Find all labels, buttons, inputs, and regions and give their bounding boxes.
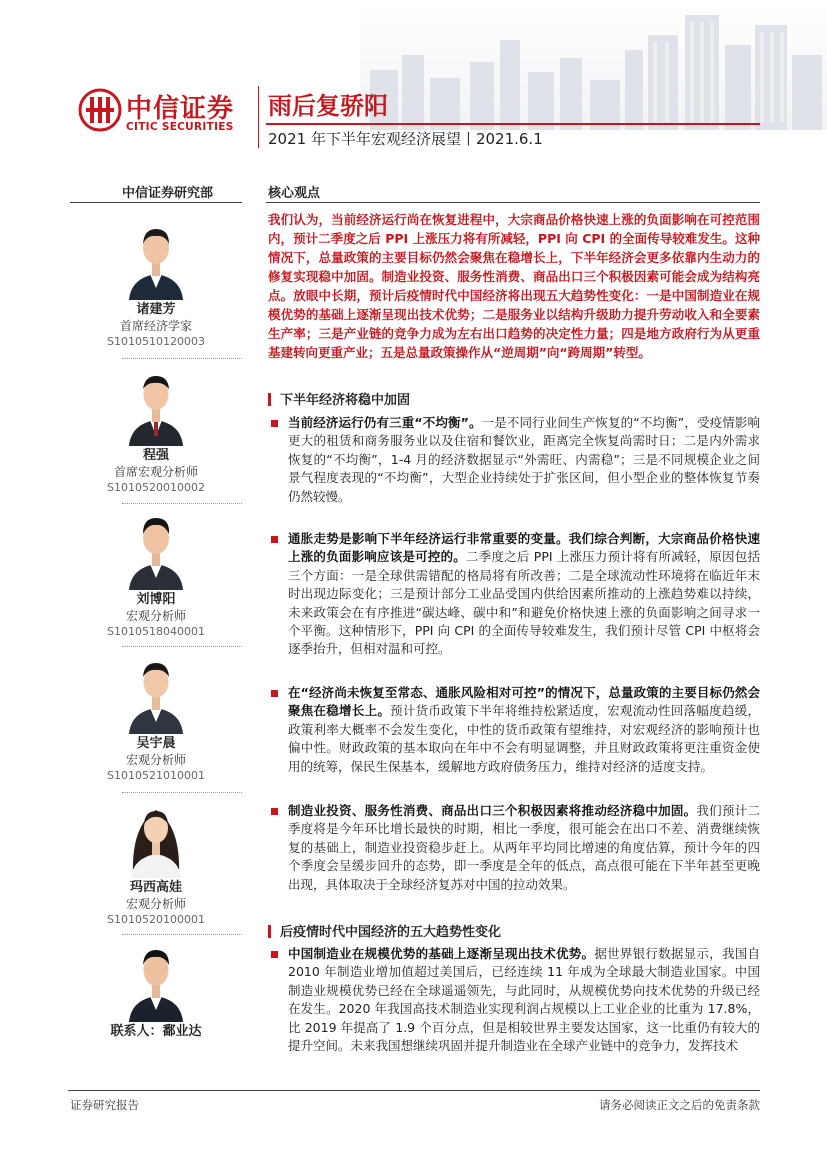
citic-logo-mark-icon xyxy=(78,88,122,132)
analyst-name: 程强 xyxy=(142,448,169,463)
bullet-square-icon xyxy=(271,951,278,958)
bullet-paragraph xyxy=(288,530,760,659)
analyst-name: 玛西高娃 xyxy=(129,880,182,895)
footer-report-type: 证券研究报告 xyxy=(70,1098,139,1112)
analyst-id: S1010510120003 xyxy=(107,335,205,348)
analyst-title: 宏观分析师 xyxy=(125,609,186,623)
bullet-square-icon xyxy=(271,808,278,815)
city-skyline-image xyxy=(360,0,827,130)
analyst-card xyxy=(70,508,242,639)
sidebar-heading-rule xyxy=(70,202,242,203)
bullet-lead: 当前经济运行仍有三重“不均衡”。 xyxy=(288,415,482,430)
sidebar-heading: 中信证券研究部 xyxy=(122,186,214,201)
analyst-divider xyxy=(122,358,242,359)
bullet-paragraph xyxy=(288,945,760,1055)
bullet-lead: 在“经济尚未恢复至常态、通胀风险相对可控”的情况下，总量政策的主要目标仍然会聚焦在稳增长上。 xyxy=(288,685,760,719)
header-divider xyxy=(258,86,259,148)
analyst-name: 刘博阳 xyxy=(136,592,176,607)
bullet-text: 一是不同行业间生产恢复的“不均衡”，受疫情影响更大的租赁和商务服务业以及住宿和餐饮业，距离完全恢复尚需时日；二是内外需求恢复的“不均衡”，1-4 月的经济数据显示“外需旺、内需稳”；三是不同规模企业之间景气程度表现的“不均衡”，大型企业持续处于扩张区间，但小型企业的整体恢复节奏仍然较慢。 xyxy=(288,415,761,504)
analyst-name: 诸建芳 xyxy=(136,302,176,317)
contact-name: 联系人：鄱业达 xyxy=(110,1024,202,1039)
bullet-square-icon xyxy=(271,420,278,427)
main-heading-rule xyxy=(266,202,760,203)
analyst-title: 首席宏观分析师 xyxy=(113,465,198,479)
footer-disclaimer: 请务必阅读正文之后的免责条款 xyxy=(599,1098,760,1112)
main-heading: 核心观点 xyxy=(268,186,321,201)
analyst-card xyxy=(70,796,242,927)
bullet-paragraph xyxy=(288,414,760,506)
analyst-title: 宏观分析师 xyxy=(125,753,186,767)
section-heading xyxy=(268,921,501,940)
bullet-text: 据世界银行数据显示，我国自 2010 年制造业增加值超过美国后，已经连续 11 年成为全球最大制造业国家。中国制造业规模优势已经在全球遥遥领先，与此同时，从规模优势向技术优势的升级已经在发生。2020 年我国高技术制造业实现利润占规模以上工业企业的比重为 17.8%，比 2019 年提高了 1.9 个百分点，但是相较世界主要发达国家，这一比重仍有较大的提升空间。未来我国想继续巩固并提升制造业在全球产业链中的竞争力，发挥技术 xyxy=(288,946,760,1054)
analyst-title: 宏观分析师 xyxy=(125,897,186,911)
bullet-lead: 制造业投资、服务性消费、商品出口三个积极因素将推动经济稳中加固。 xyxy=(288,803,697,818)
analyst-id: S1010520100001 xyxy=(107,913,205,926)
analyst-title: 首席经济学家 xyxy=(119,319,192,333)
bullet-text: 我们预计二季度将是今年环比增长最快的时期，相比一季度，很可能会在出口不差、消费继续恢复的基础上，制造业投资稳步赶上。从两年平均同比增速的角度估算，预计今年的四个季度会呈缓步回升的态势，即一季度是全年的低点，高点很可能在下半年甚至更晚出现，具体取决于全球经济复苏对中国的拉动效果。 xyxy=(288,803,760,892)
analyst-card xyxy=(70,364,242,495)
title-rule xyxy=(266,123,760,125)
analyst-id: S1010520010002 xyxy=(107,481,205,494)
analyst-divider xyxy=(122,934,242,935)
analyst-id: S1010518040001 xyxy=(107,625,205,638)
section-marker xyxy=(268,925,271,938)
logo-chinese-text: 中信证券 xyxy=(126,94,235,124)
section-marker xyxy=(268,393,271,406)
section-heading-text: 下半年经济将稳中加固 xyxy=(280,393,411,408)
analyst-id: S1010521010001 xyxy=(107,769,205,782)
analyst-photo xyxy=(125,218,187,300)
analyst-card xyxy=(70,218,242,349)
analyst-name: 吴宇晨 xyxy=(136,736,176,751)
contact-photo xyxy=(125,940,187,1022)
report-subtitle: 2021 年下半年宏观经济展望丨2021.6.1 xyxy=(268,130,543,148)
footer-rule xyxy=(68,1090,760,1091)
analyst-divider xyxy=(122,503,242,504)
core-view-summary: 我们认为，当前经济运行尚在恢复进程中，大宗商品价格快速上涨的负面影响在可控范围内，预计二季度之后 PPI 上涨压力将有所减轻，PPI 向 CPI 的全面传导较难发生。这种情况下，总量政策的主要目标仍然会聚焦在稳增长上，下半年经济会更多依靠内生动力的修复实现稳中加固。制造业投资、服务性消费、商品出口三个积极因素可能会成为结构亮点。放眼中长期，预计后疫情时代中国经济将出现五大趋势性变化：一是中国制造业在规模优势的基础上逐渐呈现出技术优势；二是服务业以结构升级助力提升劳动收入和全要素生产率；三是产业链的竞争力成为左右出口趋势的决定性力量；四是地方政府行为从更重基建转向更重产业；五是总量政策操作从“逆周期”向“跨周期”转型。 xyxy=(268,212,760,360)
analyst-card xyxy=(70,652,242,783)
bullet-text: 二季度之后 PPI 上涨压力预计将有所减轻，原因包括三个方面：一是全球供需错配的格局将有所改善；二是全球流动性环境将在临近年末时出现边际变化；三是预计部分工业品受国内供给因素所推动的上涨趋势难以持续，未来政策会在有序推进“碳达峰、碳中和”和避免价格快速上涨的负面影响之间寻求一个平衡。这种情形下，PPI 向 CPI 的全面传导较难发生，我们预计尽管 CPI 中枢将会逐季抬升，但相对温和可控。 xyxy=(288,549,760,657)
analyst-photo xyxy=(125,364,187,446)
analyst-divider xyxy=(122,792,242,793)
analyst-photo xyxy=(125,508,187,590)
contact-card xyxy=(70,940,242,1040)
bullet-text: 预计货币政策下半年将维持松紧适度，宏观流动性回落幅度趋缓，政策利率大概率不会发生变化，中性的货币政策有望维持，对宏观经济的影响预计也偏中性。财政政策的基本取向在年中不会有明显调整，并且财政政策将更注重资金使用的统筹，保民生保基本，缓解地方政府债务压力，维持对经济的适度支持。 xyxy=(288,703,760,774)
bullet-lead: 中国制造业在规模优势的基础上逐渐呈现出技术优势。 xyxy=(288,946,595,961)
bullet-lead: 通胀走势是影响下半年经济运行非常重要的变量。我们综合判断，大宗商品价格快速上涨的负面影响应该是可控的。 xyxy=(288,531,760,565)
analyst-divider xyxy=(122,646,242,647)
section-heading xyxy=(268,389,410,408)
bullet-paragraph xyxy=(288,684,760,776)
section-heading-text: 后疫情时代中国经济的五大趋势性变化 xyxy=(280,925,502,940)
bullet-square-icon xyxy=(271,536,278,543)
analyst-photo xyxy=(125,796,187,878)
bullet-square-icon xyxy=(271,690,278,697)
analyst-photo xyxy=(125,652,187,734)
logo-english-text: CITIC SECURITIES xyxy=(126,121,234,133)
report-title: 雨后复骄阳 xyxy=(268,92,388,120)
bullet-paragraph xyxy=(288,802,760,894)
